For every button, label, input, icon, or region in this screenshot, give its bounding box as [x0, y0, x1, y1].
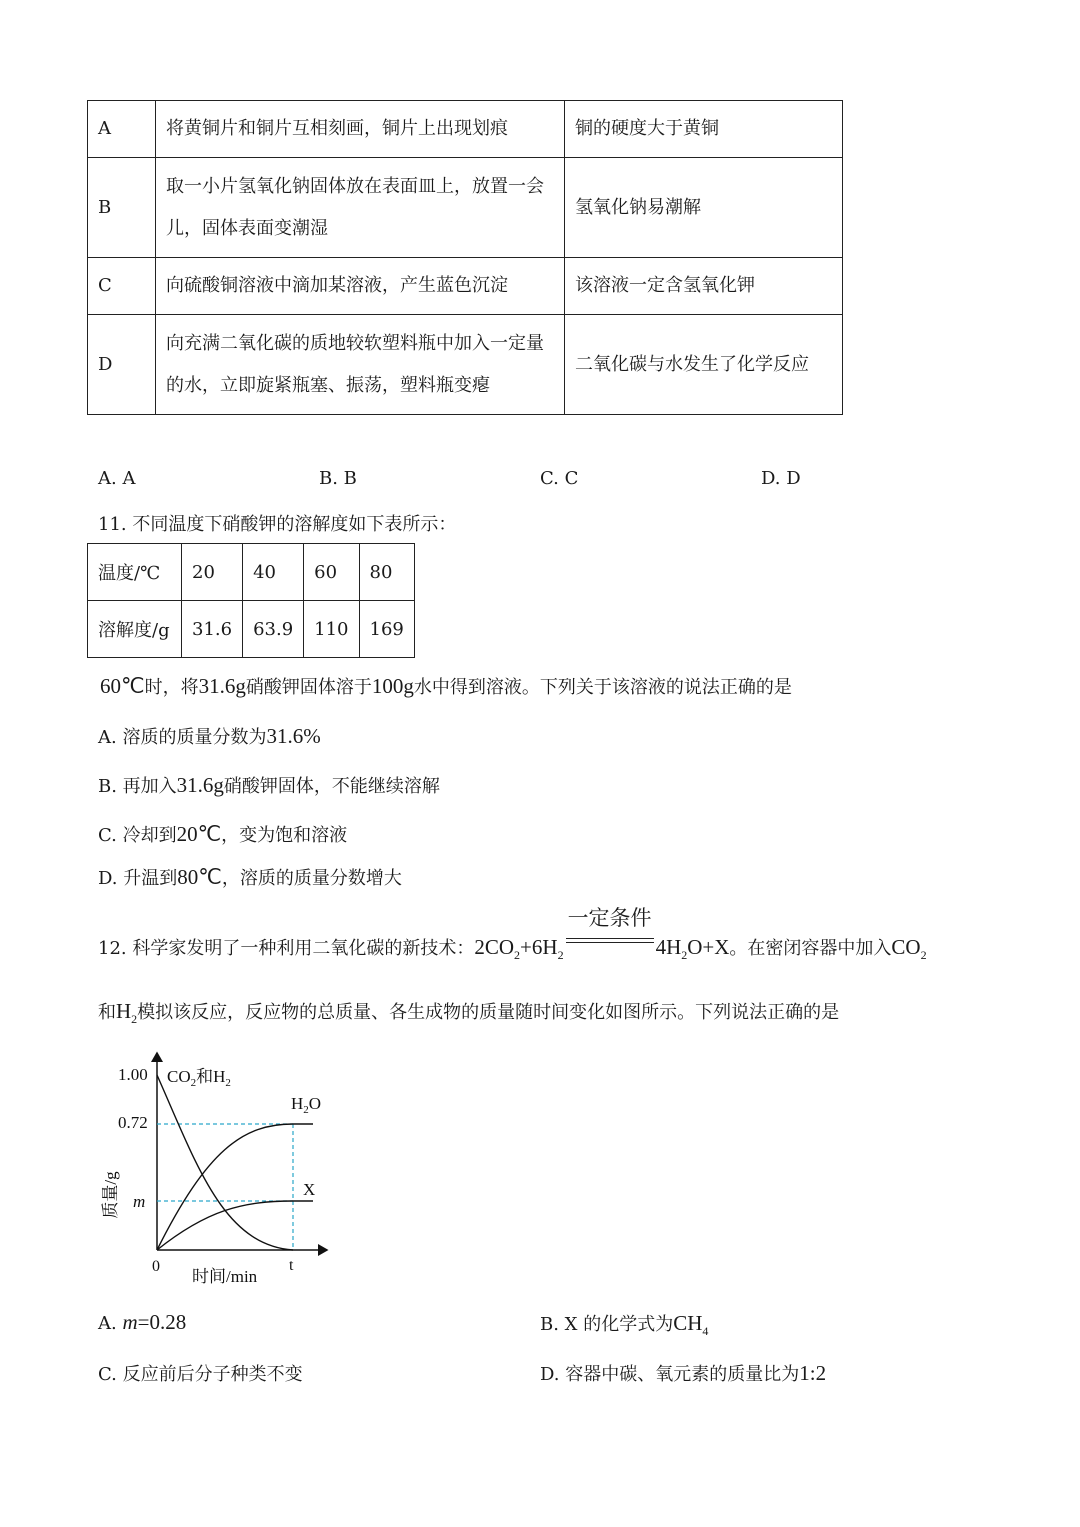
row-label: C [88, 258, 156, 315]
series-co2-h2-line [157, 1075, 293, 1250]
sol-cell: 63.9 [243, 601, 304, 658]
option-suffix: 硝酸钾固体，不能继续溶解 [223, 776, 440, 797]
q12-option-b[interactable] [540, 1310, 708, 1339]
series-label-co2-h2 [167, 1067, 231, 1089]
q11-option-b[interactable] [98, 772, 440, 798]
cond-mass: 31.6g [198, 674, 246, 698]
x-tick-label: t [289, 1257, 294, 1274]
option-prefix: B. 再加入 [98, 776, 177, 797]
stem-prefix: 12. 科学家发明了一种利用二氧化碳的新技术： [98, 938, 475, 959]
option-value: 31.6% [266, 724, 321, 748]
sub: 4 [702, 1324, 709, 1339]
q10-option-d[interactable]: D. D [761, 468, 801, 489]
experiment-table [87, 100, 843, 415]
table-row [88, 601, 415, 658]
temp-cell: 60 [304, 544, 359, 601]
option-prefix: B. X 的化学式为 [540, 1314, 674, 1335]
q10-option-a[interactable]: A. A [98, 468, 136, 489]
x-tick-label: 0 [152, 1258, 160, 1275]
option-prefix: D. 升温到 [98, 868, 178, 889]
temp-cell: 80 [359, 544, 414, 601]
x-axis-label: 时间/min [192, 1267, 258, 1286]
equals-arrow [566, 906, 654, 958]
h2-formula [116, 999, 138, 1027]
cond-text-3: 水中得到溶液。下列关于该溶液的说法正确的是 [413, 677, 792, 698]
table-row [88, 258, 843, 315]
row-label: D [88, 315, 156, 415]
row-method: 向硫酸铜溶液中滴加某溶液，产生蓝色沉淀 [156, 258, 565, 315]
temp-cell: 20 [182, 544, 243, 601]
temp-header: 温度/℃ [88, 544, 182, 601]
option-value: 80℃ [177, 865, 222, 889]
q10-option-c[interactable]: C. C [540, 468, 579, 489]
y-tick-label: 0.72 [118, 1113, 148, 1132]
table-row [88, 315, 843, 415]
table-row [88, 544, 415, 601]
label-part: CO [167, 1067, 191, 1086]
option-prefix: A. [98, 1313, 123, 1334]
line2-suffix: 模拟该反应，反应物的总质量、各生成物的质量随时间变化如图所示。下列说法正确的是 [137, 1002, 840, 1023]
option-var: m [122, 1310, 138, 1334]
cond-text-1: 时，将 [144, 677, 199, 698]
solubility-table [87, 543, 415, 658]
row-label: A [88, 101, 156, 158]
q12-stem-line2 [98, 998, 839, 1027]
row-label: B [88, 158, 156, 258]
stem-mid: 。在密闭容器中加入 [729, 938, 892, 959]
option-value: 31.6g [176, 773, 224, 797]
mass-time-chart [95, 1045, 345, 1290]
q11-option-d[interactable] [98, 864, 402, 890]
eq-right: 4H [655, 935, 682, 959]
option-suffix: ，溶质的质量分数增大 [221, 868, 402, 889]
sub: 2 [514, 948, 521, 963]
row-conclusion: 氢氧化钠易潮解 [565, 158, 843, 258]
label-part: O [308, 1094, 322, 1113]
cond-water: 100g [371, 674, 414, 698]
equation [474, 906, 730, 963]
q11-stem: 11. 不同温度下硝酸钾的溶解度如下表所示： [98, 514, 457, 535]
row-method: 向充满二氧化碳的质地较软塑料瓶中加入一定量的水，立即旋紧瓶塞、振荡，塑料瓶变瘪 [156, 315, 565, 415]
q12-option-a[interactable] [98, 1310, 186, 1335]
row-conclusion: 该溶液一定含氢氧化钾 [565, 258, 843, 315]
q11-condition [100, 673, 792, 699]
eq-right2: O+X [687, 935, 730, 959]
sub: 2 [920, 948, 927, 963]
label-part: H [291, 1094, 304, 1113]
temp-cell: 40 [243, 544, 304, 601]
cond-text-2: 硝酸钾固体溶于 [245, 677, 372, 698]
cond-temp: 60℃ [100, 674, 145, 698]
sol-header: 溶解度/g [88, 601, 182, 658]
formula: CH [673, 1311, 703, 1335]
q11-option-a[interactable] [98, 723, 321, 749]
series-label-x: X [303, 1180, 316, 1199]
option-formula [673, 1311, 709, 1339]
sol-cell: 169 [359, 601, 414, 658]
y-axis-label: 质量/g [101, 1171, 120, 1219]
q12-stem [98, 906, 927, 963]
sol-cell: 31.6 [182, 601, 243, 658]
row-method: 取一小片氢氧化钠固体放在表面皿上，放置一会儿，固体表面变潮湿 [156, 158, 565, 258]
option-value: 20℃ [176, 822, 222, 846]
sub: 2 [681, 948, 688, 963]
option-prefix: A. 溶质的质量分数为 [98, 727, 267, 748]
table-row [88, 158, 843, 258]
q11-option-c[interactable] [98, 821, 347, 847]
label-sub: 2 [190, 1077, 197, 1089]
q12-option-d[interactable] [540, 1360, 826, 1386]
option-value: 1:2 [799, 1361, 827, 1385]
q12-option-c[interactable]: C. 反应前后分子种类不变 [98, 1364, 303, 1385]
row-method: 将黄铜片和铜片互相刻画，铜片上出现划痕 [156, 101, 565, 158]
sub: 2 [131, 1012, 138, 1027]
series-label-h2o [291, 1094, 321, 1116]
eq-left: 2CO [474, 935, 515, 959]
option-prefix: D. 容器中碳、氧元素的质量比为 [540, 1364, 800, 1385]
reaction-condition: 一定条件 [567, 906, 652, 930]
option-suffix: ，变为饱和溶液 [221, 825, 348, 846]
row-conclusion: 二氧化碳与水发生了化学反应 [565, 315, 843, 415]
table-row [88, 101, 843, 158]
series-h2o-line [157, 1124, 316, 1250]
label-part: 和H [196, 1067, 226, 1086]
y-tick-label: m [133, 1192, 146, 1211]
label-sub: 2 [225, 1077, 231, 1089]
y-tick-label: 1.00 [118, 1065, 148, 1084]
formula: CO [891, 935, 921, 959]
sub: 2 [557, 948, 564, 963]
option-prefix: C. 冷却到 [98, 825, 177, 846]
option-value: =0.28 [137, 1310, 187, 1334]
formula: H [116, 999, 132, 1023]
label-sub: 2 [303, 1104, 309, 1116]
line2-prefix: 和 [98, 1002, 116, 1023]
q10-option-b[interactable]: B. B [319, 468, 357, 489]
sol-cell: 110 [304, 601, 359, 658]
row-conclusion: 铜的硬度大于黄铜 [565, 101, 843, 158]
co2-formula [891, 935, 927, 963]
eq-left2: +6H [520, 935, 558, 959]
